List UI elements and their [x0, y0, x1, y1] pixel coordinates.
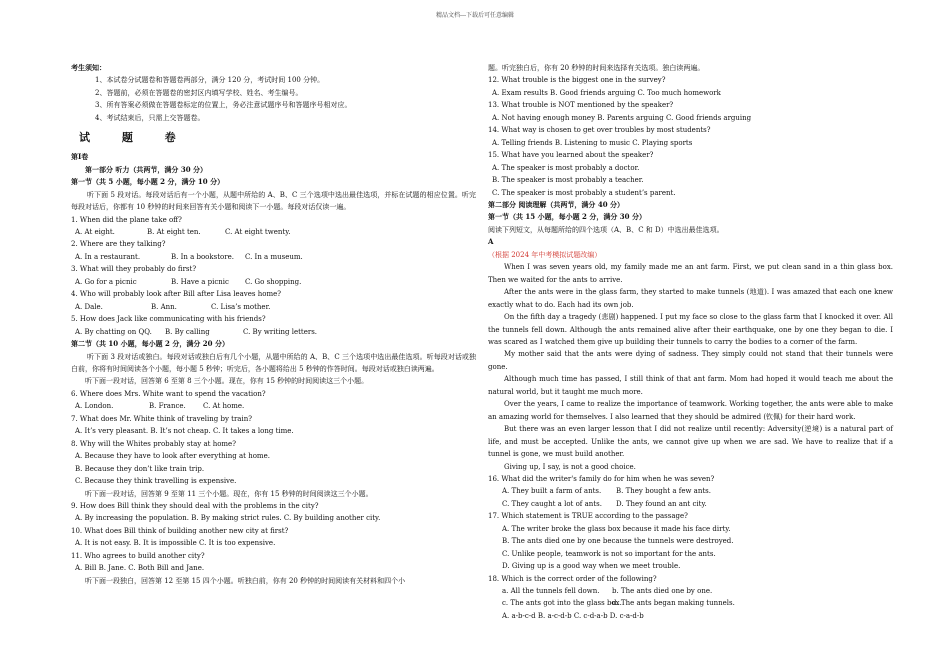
- page-watermark: 精品文档---下载后可任意编辑: [435, 12, 515, 19]
- passage-label: A: [488, 237, 494, 247]
- options-row: A. Telling friends B. Listening to music C. Playing sports: [492, 138, 693, 147]
- option: B. Ann.: [151, 302, 177, 311]
- passage-paragraph: Although much time has passed, I still think of that ant farm. Mom had hoped it would teach me about the natural world, but it taught me much more.: [488, 375, 893, 396]
- question: 15. What have you learned about the speaker?: [488, 151, 654, 160]
- options-row: [488, 585, 893, 597]
- question: 11. Who agrees to build another city?: [71, 551, 205, 560]
- question: 5. How does Jack like communicating with his friends?: [71, 315, 266, 324]
- options-row: [71, 251, 476, 263]
- question: 14. What way is chosen to get over troubles by most students?: [488, 126, 711, 135]
- option: D. Giving up is a good way when we meet trouble.: [502, 562, 681, 571]
- options-row: A. It is not easy. B. It is impossible C. It is too expensive.: [75, 539, 276, 548]
- option: B. Because they don’t like train trip.: [75, 464, 205, 473]
- dialogue-instruction: 听下面一段对话，回答第 9 至第 11 三个小题。现在，你有 15 秒钟的时间阅读这三个小题。: [85, 489, 373, 498]
- question: 2. Where are they talking?: [71, 240, 166, 249]
- section-title: 第一节（共 15 小题，每小题 2 分，满分 30 分）: [488, 212, 646, 222]
- options-row: A. a-b-c-d B. a-c-d-b C. c-d-a-b D. c-a-d-b: [502, 611, 644, 620]
- dialogue-instruction: 听下面一段独白，回答第 12 至第 15 四个小题。听独白前，你有 20 秒钟的时间阅读有关材料和四个小: [85, 576, 406, 585]
- section-title: 第二节（共 10 小题，每小题 2 分，满分 20 分）: [71, 339, 229, 349]
- options-row: [488, 485, 893, 497]
- option: C. Because they think travelling is expensive.: [75, 477, 237, 486]
- options-row: A. By increasing the population. B. By making strict rules. C. By building another city.: [75, 514, 381, 523]
- question: 4. Who will probably look after Bill after Lisa leaves home?: [71, 290, 281, 299]
- question: 18. Which is the correct order of the following?: [488, 574, 657, 583]
- notice-title: 考生须知：: [71, 63, 106, 72]
- option: A. By chatting on QQ.: [75, 327, 152, 336]
- question: 8. Why will the Whites probably stay at home?: [71, 439, 236, 448]
- options-row: [71, 226, 476, 238]
- options-row: [488, 498, 893, 510]
- options-row: [71, 276, 476, 288]
- passage-paragraph: On the fifth day a tragedy (悲剧) happened. I put my face so close to the glass farm that I knocked it over. All the tunnels fell down. Although the ants remained alive after their earthquake, one by one they began to die. I was scared as I watched them give up building their tunnels to carry the bodies to a corner of the farm.: [488, 313, 893, 346]
- option: B. Have a picnic: [171, 277, 229, 286]
- options-row: A. Not having enough money B. Parents arguing C. Good friends arguing: [492, 113, 752, 122]
- passage-source: （根据 2024 年中考模拟试题改编）: [488, 250, 602, 259]
- passage-paragraph: After the ants were in the glass farm, they started to make tunnels (地道). I was amazed that each one knew exactly what to do. Each had its own job.: [488, 288, 893, 309]
- question: 9. How does Bill think they should deal with the problems in the city?: [71, 501, 319, 510]
- option: C. The speaker is most probably a student’s parent.: [492, 188, 676, 197]
- right-column: [488, 62, 893, 622]
- option: B. In a bookstore.: [171, 252, 234, 261]
- option: A. In a restaurant.: [75, 252, 141, 261]
- question: 3. What will they probably do first?: [71, 265, 197, 274]
- passage-paragraph: Over the years, I came to realize the importance of teamwork. Working together, the ants were able to make an amazing world for themselves. I also learned that they should be admired (钦佩) for their hard work.: [488, 400, 893, 421]
- option: A. The writer broke the glass box because it made his face dirty.: [502, 524, 731, 533]
- notice-item: 2、答题前，必须在答题卷的密封区内填写学校、姓名、考生编号。: [95, 88, 303, 97]
- question: 13. What trouble is NOT mentioned by the speaker?: [488, 101, 674, 110]
- dialogue-instruction: 题。听完独白后，你有 20 秒钟的时间来选择有关选项。独白读两遍。: [488, 64, 705, 72]
- passage-paragraph: Giving up, I say, is not a good choice.: [504, 462, 636, 471]
- option: c. The ants got into the glass box.: [502, 599, 622, 608]
- option: A. Go for a picnic: [75, 277, 137, 286]
- option: d. The ants began making tunnels.: [612, 599, 735, 608]
- option: A. They built a farm of ants.: [502, 487, 602, 496]
- question: 17. Which statement is TRUE according to the passage?: [488, 512, 688, 521]
- option: B. The ants died one by one because the tunnels were destroyed.: [502, 537, 734, 546]
- question: 16. What did the writer's family do for him when he was seven?: [488, 474, 715, 483]
- question: 1. When did the plane take off?: [71, 215, 182, 224]
- option: B. The speaker is most probably a teacher.: [492, 176, 644, 185]
- options-row: [71, 301, 476, 313]
- option: C. By writing letters.: [243, 327, 318, 336]
- instructions: 阅读下列短文，从每题所给的四个选项（A、B、C 和 D）中选出最佳选项。: [488, 225, 724, 234]
- instructions: 听下面 5 段对话。每段对话后有一个小题，从题中所给的 A、B、C 三个选项中选出最佳选项，并标在试题的相应位置。听完每段对话后，你都有 10 秒钟的时间来回答有关小题和阅读下一小题。每段对话仅读一遍。: [71, 190, 476, 212]
- options-row: A. Bill B. Jane. C. Both Bill and Jane.: [75, 564, 205, 573]
- notice-item: 4、考试结束后，只需上交答题卷。: [95, 113, 205, 122]
- options-row: [71, 400, 476, 412]
- question: 6. Where does Mrs. White want to spend the vacation?: [71, 389, 266, 398]
- option: b. The ants died one by one.: [612, 587, 713, 596]
- question: 12. What trouble is the biggest one in the survey?: [488, 76, 666, 85]
- option: C. They caught a lot of ants.: [502, 499, 602, 508]
- option: C. In a museum.: [245, 252, 303, 261]
- option: B. At eight ten.: [147, 227, 201, 236]
- option: C. Lisa’s mother.: [211, 302, 271, 311]
- option: A. London.: [75, 402, 114, 411]
- section-title: 第一节（共 5 小题，每小题 2 分，满分 10 分）: [71, 177, 225, 187]
- question: 7. What does Mr. White think of traveling by train?: [71, 414, 252, 423]
- notice-item: 1、本试卷分试题卷和答题卷两部分，满分 120 分，考试时间 100 分钟。: [95, 76, 325, 85]
- option: D. They found an ant city.: [616, 499, 707, 508]
- option: B. They bought a few ants.: [616, 487, 711, 496]
- option: C. Go shopping.: [245, 277, 302, 286]
- option: B. France.: [149, 402, 186, 411]
- passage-paragraph: When I was seven years old, my family made me an ant farm. First, we put clean sand in a thin glass box. Then we waited for the ants to arrive.: [488, 263, 893, 284]
- left-column: [71, 62, 476, 587]
- option: B. By calling: [165, 327, 210, 336]
- dialogue-instruction: 听下面一段对话，回答第 6 至第 8 三个小题。现在，你有 15 秒钟的时间阅读这三个小题。: [85, 377, 369, 386]
- section-title: 第二部分 阅读理解（共两节，满分 40 分）: [488, 199, 625, 209]
- option: A. Because they have to look after everything at home.: [75, 452, 270, 461]
- options-row: A. It’s very pleasant. B. It’s not cheap. C. It takes a long time.: [75, 427, 294, 436]
- notice-item: 3、所有答案必须做在答题卷标定的位置上，务必注意试题序号和答题序号相对应。: [95, 101, 352, 110]
- paper-title: 试 题 卷: [79, 131, 190, 145]
- options-row: [71, 326, 476, 338]
- option: a. All the tunnels fell down.: [502, 587, 600, 596]
- option: C. At eight twenty.: [225, 227, 291, 236]
- option: A. At eight.: [75, 227, 115, 236]
- options-row: A. Exam results B. Good friends arguing C. Too much homework: [492, 88, 721, 97]
- option: C. At home.: [203, 402, 245, 411]
- options-row: [488, 597, 893, 609]
- part-label: 第Ⅰ卷: [71, 152, 89, 162]
- option: A. The speaker is most probably a doctor.: [492, 163, 640, 172]
- question: 10. What does Bill think of building another new city at first?: [71, 526, 289, 535]
- instructions: 听下面 3 段对话或独白。每段对话或独白后有几个小题，从题中所给的 A、B、C 三个选项中选出最佳选项。听每段对话或独白前，你将有时间阅读各个小题，每小题 5 秒钟；听完后，各小题将给出 5 秒钟的作答时间。每段对话或独白读两遍。: [71, 352, 476, 373]
- passage-paragraph: But there was an even larger lesson that I did not realize until recently: Adversity(逆境) is a natural part of life, and must be accepted. Unlike the ants, we cannot give up when we are sad. We have to realize that if a tunnel is gone, we must build another.: [488, 425, 893, 459]
- option: A. Dale.: [75, 302, 103, 311]
- option: C. Unlike people, teamwork is not so important for the ants.: [502, 549, 716, 558]
- section-title: 第一部分 听力（共两节，满分 30 分）: [85, 164, 208, 174]
- passage-paragraph: My mother said that the ants were dying of sadness. They simply could not stand that their tunnels were gone.: [488, 350, 893, 371]
